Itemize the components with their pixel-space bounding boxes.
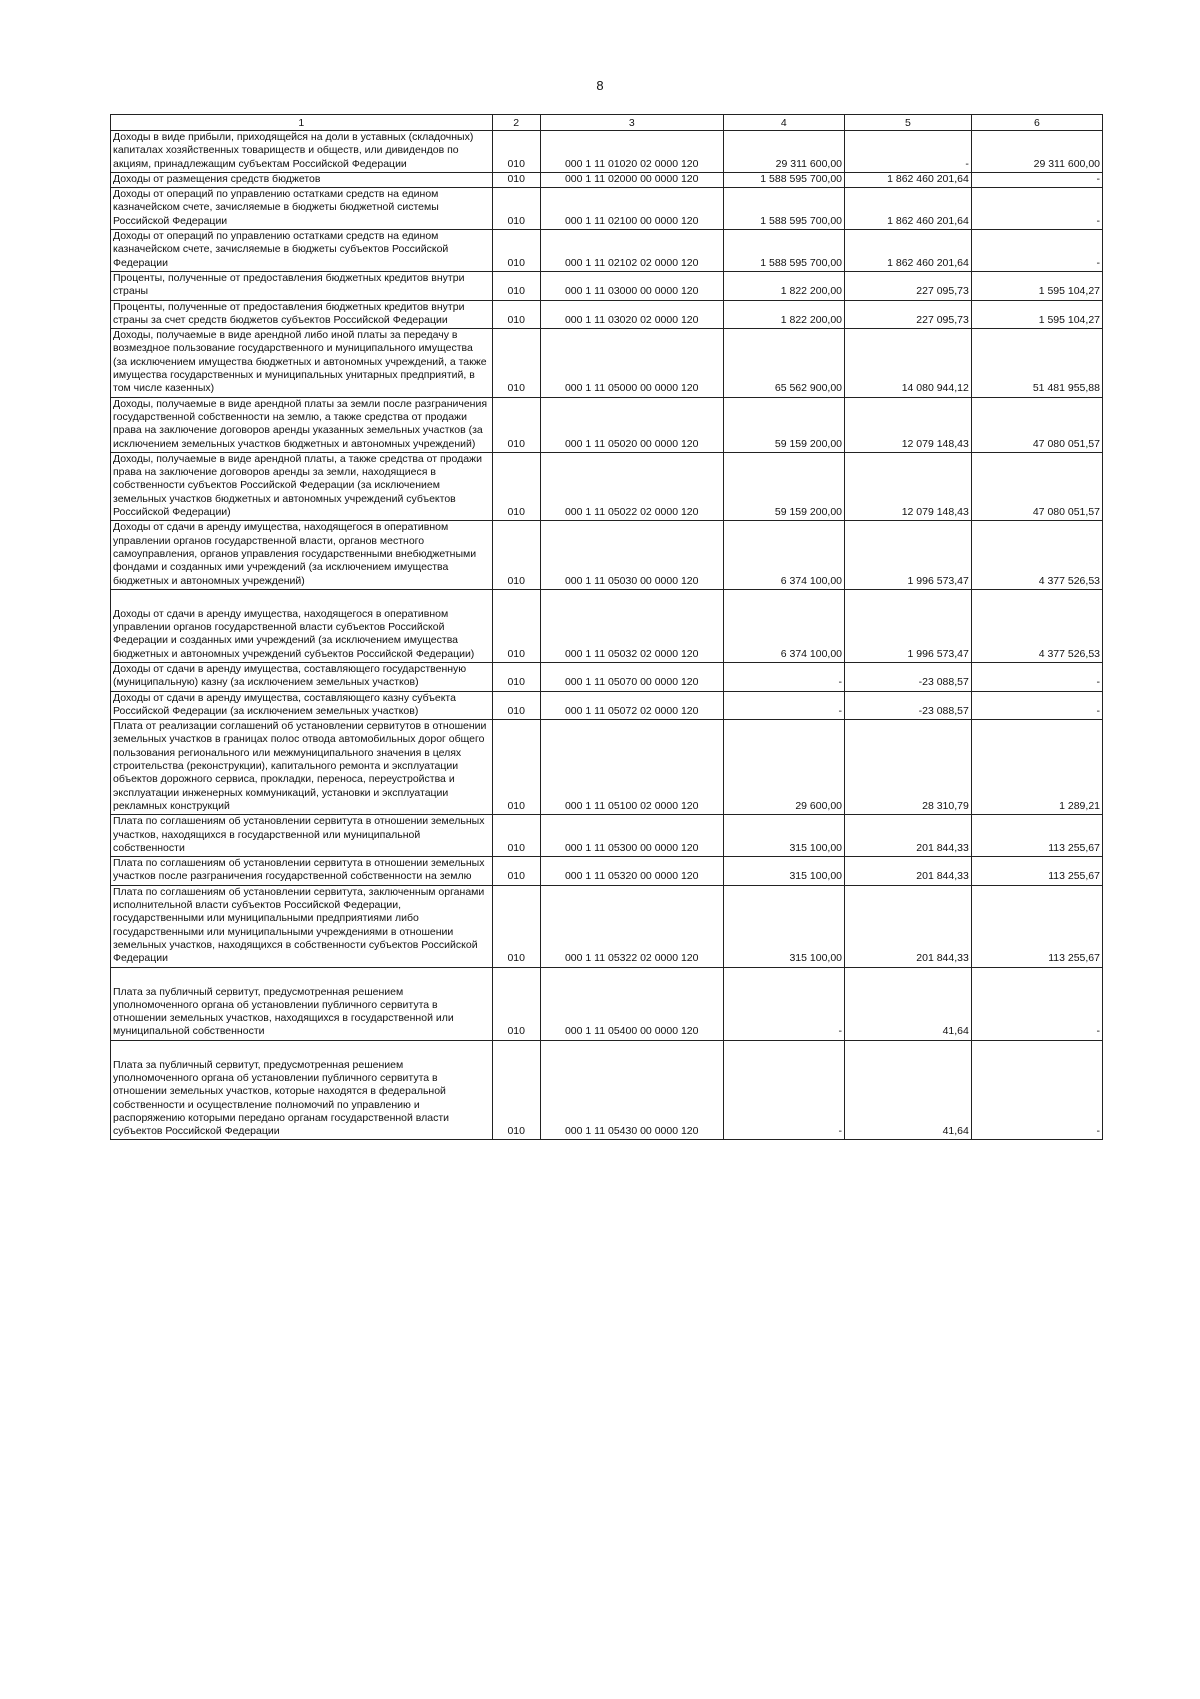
revenue-description: Проценты, полученные от предоставления бюджетных кредитов внутри страны [111,271,493,300]
executed-amount: 1 862 460 201,64 [845,230,972,272]
budget-classification-code: 000 1 11 05300 00 0000 120 [540,815,723,857]
table-row [111,967,1103,1040]
unexecuted-amount: 47 080 051,57 [971,452,1102,520]
unexecuted-amount: - [971,662,1102,691]
revenue-description: Доходы, получаемые в виде арендной либо иной платы за передачу в возмездное пользование государственного и муниципального имущества (за исключением имущества бюджетных и автономных учреждений, а также имущества государственных и муниципальных унитарных предприятий, в том числе казенных) [111,329,493,397]
table-row [111,885,1103,967]
line-code: 010 [492,230,540,272]
column-header: 5 [845,115,972,131]
column-header: 6 [971,115,1102,131]
unexecuted-amount: 1 595 104,27 [971,271,1102,300]
unexecuted-amount: - [971,188,1102,230]
executed-amount: 1 996 573,47 [845,521,972,589]
unexecuted-amount: 4 377 526,53 [971,521,1102,589]
revenue-description: Плата за публичный сервитут, предусмотренная решением уполномоченного органа об установлении публичного сервитута в отношении земельных участков, которые находятся в федеральной собственности и осуществление полномочий по управлению и распоряжению которыми передано органам государственной власти субъектов Российской Федерации [111,1040,493,1140]
executed-amount: 41,64 [845,1040,972,1140]
line-code: 010 [492,857,540,886]
revenue-description: Доходы от операций по управлению остатками средств на едином казначейском счете, зачисляемые в бюджеты субъектов Российской Федерации [111,230,493,272]
unexecuted-amount: 29 311 600,00 [971,131,1102,173]
revenue-description: Доходы от операций по управлению остатками средств на едином казначейском счете, зачисляемые в бюджеты бюджетной системы Российской Федерации [111,188,493,230]
budget-classification-code: 000 1 11 05030 00 0000 120 [540,521,723,589]
revenue-description: Плата по соглашениям об установлении сервитута, заключенным органами исполнительной власти субъектов Российской Федерации, государственными или муниципальными предприятиями либо государственными или муниципальными учреждениями в отношении земельных участков, находящихся в собственности субъектов Российской Федерации [111,885,493,967]
budget-classification-code: 000 1 11 01020 02 0000 120 [540,131,723,173]
unexecuted-amount: 51 481 955,88 [971,329,1102,397]
revenue-description: Доходы от сдачи в аренду имущества, составляющего казну субъекта Российской Федерации (за исключением земельных участков) [111,691,493,720]
approved-amount: 1 588 595 700,00 [723,230,844,272]
line-code: 010 [492,521,540,589]
unexecuted-amount: - [971,691,1102,720]
approved-amount: 1 822 200,00 [723,271,844,300]
executed-amount: 1 996 573,47 [845,589,972,662]
line-code: 010 [492,300,540,329]
table-row [111,329,1103,397]
table-row [111,271,1103,300]
line-code: 010 [492,452,540,520]
approved-amount: 1 588 595 700,00 [723,188,844,230]
budget-classification-code: 000 1 11 05430 00 0000 120 [540,1040,723,1140]
revenue-description: Доходы, получаемые в виде арендной платы, а также средства от продажи права на заключение договоров аренды за земли, находящиеся в собственности субъектов Российской Федерации (за исключением земельных участков бюджетных и автономных учреждений субъектов Российской Федерации) [111,452,493,520]
approved-amount: 59 159 200,00 [723,452,844,520]
unexecuted-amount: - [971,967,1102,1040]
budget-classification-code: 000 1 11 02000 00 0000 120 [540,172,723,187]
page-number: 8 [596,78,604,93]
executed-amount: 227 095,73 [845,300,972,329]
budget-classification-code: 000 1 11 02102 02 0000 120 [540,230,723,272]
column-header: 2 [492,115,540,131]
budget-income-table [110,114,1103,1140]
executed-amount: - [845,131,972,173]
column-header: 4 [723,115,844,131]
table-row [111,815,1103,857]
executed-amount: 41,64 [845,967,972,1040]
revenue-description: Доходы от сдачи в аренду имущества, находящегося в оперативном управлении органов государственной власти, органов местного самоуправления, органов управления государственными внебюджетными фондами и созданных ими учреждений (за исключением имущества бюджетных и автономных учреждений) [111,521,493,589]
budget-classification-code: 000 1 11 05070 00 0000 120 [540,662,723,691]
line-code: 010 [492,188,540,230]
unexecuted-amount: 113 255,67 [971,815,1102,857]
revenue-description: Доходы от сдачи в аренду имущества, находящегося в оперативном управлении органов государственной власти субъектов Российской Федерации и созданных ими учреждений (за исключением имущества бюджетных и автономных учреждений субъектов Российской Федерации) [111,589,493,662]
line-code: 010 [492,815,540,857]
budget-classification-code: 000 1 11 05400 00 0000 120 [540,967,723,1040]
budget-classification-code: 000 1 11 05020 00 0000 120 [540,397,723,452]
line-code: 010 [492,885,540,967]
revenue-description: Проценты, полученные от предоставления бюджетных кредитов внутри страны за счет средств бюджетов субъектов Российской Федерации [111,300,493,329]
budget-classification-code: 000 1 11 05322 02 0000 120 [540,885,723,967]
line-code: 010 [492,589,540,662]
executed-amount: 227 095,73 [845,271,972,300]
approved-amount: 29 600,00 [723,720,844,815]
budget-classification-code: 000 1 11 05000 00 0000 120 [540,329,723,397]
column-header: 1 [111,115,493,131]
line-code: 010 [492,662,540,691]
table-row [111,230,1103,272]
line-code: 010 [492,1040,540,1140]
approved-amount: 315 100,00 [723,885,844,967]
line-code: 010 [492,720,540,815]
line-code: 010 [492,329,540,397]
table-row [111,131,1103,173]
approved-amount: 315 100,00 [723,815,844,857]
executed-amount: -23 088,57 [845,662,972,691]
budget-classification-code: 000 1 11 05022 02 0000 120 [540,452,723,520]
budget-classification-code: 000 1 11 05320 00 0000 120 [540,857,723,886]
budget-classification-code: 000 1 11 05100 02 0000 120 [540,720,723,815]
revenue-description: Доходы, получаемые в виде арендной платы за земли после разграничения государственной собственности на землю, а также средства от продажи права на заключение договоров аренды указанных земельных участков (за исключением земельных участков бюджетных и автономных учреждений) [111,397,493,452]
table-row [111,662,1103,691]
line-code: 010 [492,271,540,300]
revenue-description: Доходы от сдачи в аренду имущества, составляющего государственную (муниципальную) казну (за исключением земельных участков) [111,662,493,691]
table-row [111,188,1103,230]
approved-amount: - [723,1040,844,1140]
approved-amount: 1 588 595 700,00 [723,172,844,187]
executed-amount: 201 844,33 [845,815,972,857]
unexecuted-amount: 113 255,67 [971,857,1102,886]
executed-amount: -23 088,57 [845,691,972,720]
table-row [111,172,1103,187]
approved-amount: 1 822 200,00 [723,300,844,329]
revenue-description: Плата от реализации соглашений об установлении сервитутов в отношении земельных участков в границах полос отвода автомобильных дорог общего пользования регионального или межмуниципального значения в целях строительства (реконструкции), капитального ремонта и эксплуатации объектов дорожного сервиса, прокладки, переноса, переустройства и эксплуатации инженерных коммуникаций, установки и эксплуатации рекламных конструкций [111,720,493,815]
unexecuted-amount: - [971,172,1102,187]
approved-amount: 315 100,00 [723,857,844,886]
table-row [111,720,1103,815]
revenue-description: Доходы от размещения средств бюджетов [111,172,493,187]
unexecuted-amount: 1 595 104,27 [971,300,1102,329]
unexecuted-amount: 4 377 526,53 [971,589,1102,662]
table-row [111,857,1103,886]
table-row [111,691,1103,720]
budget-classification-code: 000 1 11 03020 02 0000 120 [540,300,723,329]
revenue-description: Плата за публичный сервитут, предусмотренная решением уполномоченного органа об установлении публичного сервитута в отношении земельных участков, находящихся в государственной или муниципальной собственности [111,967,493,1040]
table-row [111,300,1103,329]
table-row [111,1040,1103,1140]
table-row [111,521,1103,589]
line-code: 010 [492,131,540,173]
approved-amount: 29 311 600,00 [723,131,844,173]
unexecuted-amount: - [971,1040,1102,1140]
line-code: 010 [492,172,540,187]
unexecuted-amount: 1 289,21 [971,720,1102,815]
executed-amount: 201 844,33 [845,885,972,967]
budget-classification-code: 000 1 11 05032 02 0000 120 [540,589,723,662]
line-code: 010 [492,967,540,1040]
approved-amount: 59 159 200,00 [723,397,844,452]
executed-amount: 28 310,79 [845,720,972,815]
unexecuted-amount: 47 080 051,57 [971,397,1102,452]
budget-classification-code: 000 1 11 02100 00 0000 120 [540,188,723,230]
executed-amount: 12 079 148,43 [845,452,972,520]
approved-amount: - [723,662,844,691]
header-row [111,115,1103,131]
approved-amount: 6 374 100,00 [723,589,844,662]
unexecuted-amount: - [971,230,1102,272]
budget-classification-code: 000 1 11 03000 00 0000 120 [540,271,723,300]
table-row [111,397,1103,452]
approved-amount: - [723,967,844,1040]
executed-amount: 14 080 944,12 [845,329,972,397]
executed-amount: 201 844,33 [845,857,972,886]
executed-amount: 1 862 460 201,64 [845,188,972,230]
unexecuted-amount: 113 255,67 [971,885,1102,967]
approved-amount: - [723,691,844,720]
revenue-description: Доходы в виде прибыли, приходящейся на доли в уставных (складочных) капиталах хозяйственных товариществ и обществ, или дивидендов по акциям, принадлежащим субъектам Российской Федерации [111,131,493,173]
revenue-description: Плата по соглашениям об установлении сервитута в отношении земельных участков после разграничения государственной собственности на землю [111,857,493,886]
executed-amount: 12 079 148,43 [845,397,972,452]
column-header: 3 [540,115,723,131]
table-body [111,131,1103,1140]
executed-amount: 1 862 460 201,64 [845,172,972,187]
line-code: 010 [492,397,540,452]
line-code: 010 [492,691,540,720]
approved-amount: 6 374 100,00 [723,521,844,589]
table-row [111,452,1103,520]
table-row [111,589,1103,662]
revenue-description: Плата по соглашениям об установлении сервитута в отношении земельных участков, находящихся в государственной или муниципальной собственности [111,815,493,857]
approved-amount: 65 562 900,00 [723,329,844,397]
budget-classification-code: 000 1 11 05072 02 0000 120 [540,691,723,720]
